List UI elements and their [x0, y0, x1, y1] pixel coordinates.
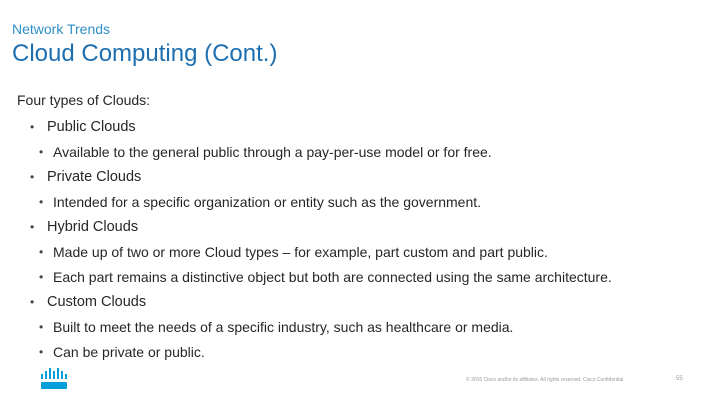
slide-header: [12, 20, 277, 69]
sub-bullet-text: Each part remains a distinctive object but both are connected using the same architecture.: [53, 269, 612, 285]
bullet-icon: •: [39, 145, 44, 159]
bullet-icon: •: [30, 220, 35, 234]
bullet-item: [17, 215, 712, 240]
bullet-icon: •: [39, 270, 44, 284]
intro-text: Four types of Clouds:: [17, 92, 151, 108]
bullet-icon: •: [39, 195, 44, 209]
sub-bullet-text: Intended for a specific organization or entity such as the government.: [53, 194, 482, 210]
sub-bullet-item: [17, 315, 712, 340]
bullet-icon: •: [30, 170, 35, 184]
bullet-icon: •: [39, 245, 44, 259]
copyright-text: © 2016 Cisco and/or its affiliates. All rights reserved. Cisco Confidential: [466, 377, 624, 383]
sub-bullet-text: Available to the general public through a pay-per-use model or for free.: [53, 144, 492, 160]
bullet-icon: •: [39, 345, 44, 359]
slide-body: [17, 90, 712, 365]
bullet-item: [17, 290, 712, 315]
sub-bullet-text: Made up of two or more Cloud types – for example, part custom and part public.: [53, 244, 548, 260]
bullet-icon: •: [30, 120, 35, 134]
sub-bullet-text: Built to meet the needs of a specific industry, such as healthcare or media.: [53, 319, 514, 335]
bullet-text: Public Clouds: [47, 119, 136, 135]
bullet-item: [17, 115, 712, 140]
bullet-text: Custom Clouds: [47, 294, 147, 310]
cisco-logo-icon: [40, 368, 68, 390]
sub-bullet-item: [17, 190, 712, 215]
bullet-text: Hybrid Clouds: [47, 219, 139, 235]
bullet-text: Private Clouds: [47, 169, 142, 185]
bullet-item: [17, 165, 712, 190]
bullet-icon: •: [39, 320, 44, 334]
slide-footer: [0, 360, 720, 405]
sub-bullet-item: [17, 140, 712, 165]
section-label: Network Trends: [12, 21, 111, 37]
page-number: 55: [676, 376, 683, 382]
slide-title: Cloud Computing (Cont.): [12, 40, 278, 67]
sub-bullet-text: Can be private or public.: [53, 344, 205, 360]
sub-bullet-item: [17, 265, 712, 290]
sub-bullet-item: [17, 240, 712, 265]
bullet-icon: •: [30, 295, 35, 309]
